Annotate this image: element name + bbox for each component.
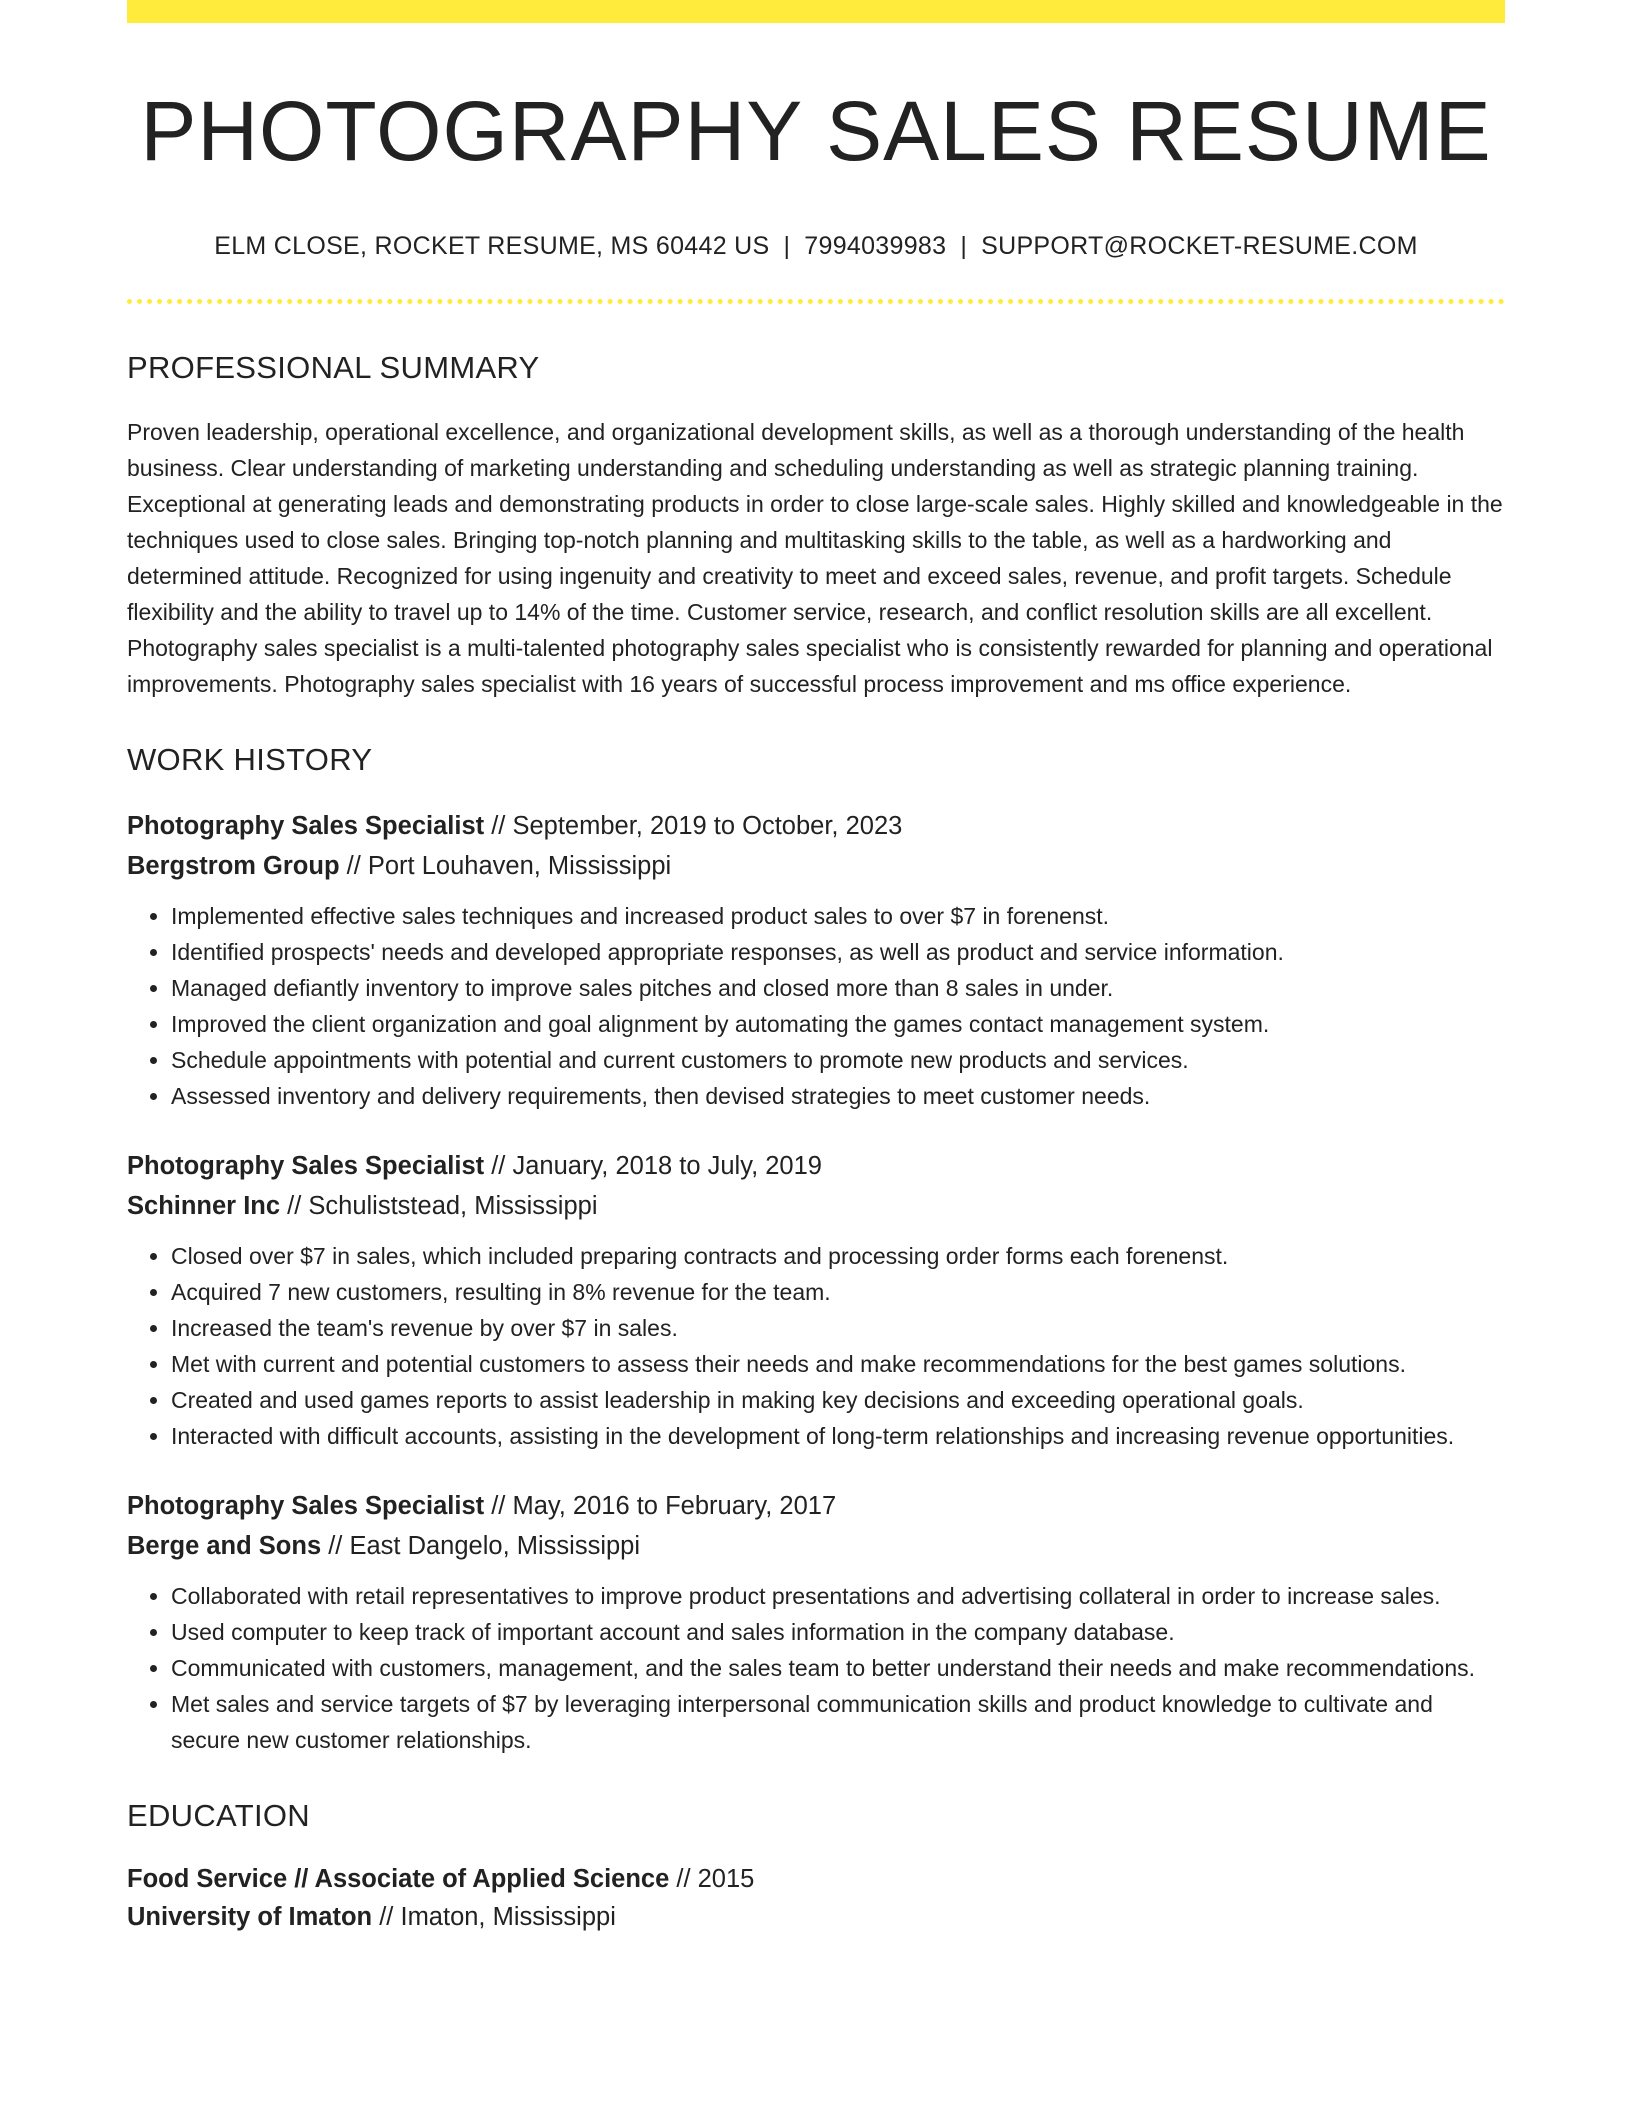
job-entry [127, 806, 1505, 1114]
job-role: Photography Sales Specialist [127, 812, 485, 841]
contact-separator: | [783, 232, 791, 261]
job-bullet: • Created and used games reports to assist leadership in making key decisions and exceeding operational goals. [171, 1382, 1505, 1418]
job-bullet: • Schedule appointments with potential and current customers to promote new products and services. [171, 1042, 1505, 1078]
job-role: Photography Sales Specialist [127, 1492, 485, 1521]
education-year: // 2015 [669, 1865, 755, 1894]
job-bullet: • Met with current and potential customers to assess their needs and make recommendations for the best games solutions. [171, 1346, 1505, 1382]
contact-line [127, 232, 1505, 261]
job-dates: // May, 2016 to February, 2017 [484, 1492, 837, 1521]
summary-text: Proven leadership, operational excellence, and organizational development skills, as well as a thorough understanding of the health business. Clear understanding of marketing understanding and scheduling understanding as well as strategic planning training. Exceptional at generating leads and demonstrating products in order to close large-scale sales. Highly skilled and knowledgeable in the techniques used to close sales. Bringing top-notch planning and multitasking skills to the table, as well as a hardworking and determined attitude. Recognized for using ingenuity and creativity to meet and exceed sales, revenue, and profit targets. Schedule flexibility and the ability to travel up to 14% of the time. Customer service, research, and conflict resolution skills are all excellent. Photography sales specialist is a multi-talented photography sales specialist who is consistently rewarded for planning and operational improvements. Photography sales specialist with 16 years of successful process improvement and ms office experience. [127, 419, 1503, 698]
job-dates: // January, 2018 to July, 2019 [484, 1152, 822, 1181]
top-accent-bar [127, 0, 1505, 23]
job-bullets [127, 1578, 1505, 1758]
contact-address: ELM CLOSE, ROCKET RESUME, MS 60442 US [214, 232, 770, 261]
job-bullet: • Interacted with difficult accounts, assisting in the development of long-term relationships and increasing revenue opportunities. [171, 1418, 1505, 1454]
contact-separator: | [960, 232, 968, 261]
job-bullet: • Communicated with customers, management, and the sales team to better understand their needs and make recommendations. [171, 1650, 1505, 1686]
education-school-line [127, 1898, 1505, 1936]
job-bullet: • Closed over $7 in sales, which included preparing contracts and processing order forms each forenenst. [171, 1238, 1505, 1274]
job-bullet: • Increased the team's revenue by over $7 in sales. [171, 1310, 1505, 1346]
education-degree: Food Service // Associate of Applied Science [127, 1865, 670, 1894]
job-bullet: • Collaborated with retail representatives to improve product presentations and advertising collateral in order to increase sales. [171, 1578, 1505, 1614]
contact-phone: 7994039983 [804, 232, 947, 261]
job-bullet: • Used computer to keep track of important account and sales information in the company database. [171, 1614, 1505, 1650]
education-entry [127, 1860, 1505, 1936]
job-entry [127, 1486, 1505, 1758]
job-company: Bergstrom Group [127, 852, 340, 881]
resume-title: PHOTOGRAPHY SALES RESUME [140, 84, 1492, 178]
job-bullet: • Assessed inventory and delivery requirements, then devised strategies to meet customer needs. [171, 1078, 1505, 1114]
job-bullet: • Acquired 7 new customers, resulting in 8% revenue for the team. [171, 1274, 1505, 1310]
education-heading: EDUCATION [127, 1798, 310, 1834]
job-entry [127, 1146, 1505, 1454]
job-company: Schinner Inc [127, 1192, 281, 1221]
job-company-line [127, 846, 1505, 886]
job-role: Photography Sales Specialist [127, 1152, 485, 1181]
work-history-heading: WORK HISTORY [127, 742, 373, 778]
job-bullet: • Identified prospects' needs and developed appropriate responses, as well as product and service information. [171, 934, 1505, 970]
job-dates: // September, 2019 to October, 2023 [484, 812, 903, 841]
job-location: // Schuliststead, Mississippi [280, 1192, 598, 1221]
education-school: University of Imaton [127, 1903, 373, 1932]
resume-page [127, 0, 1505, 1936]
summary-heading: PROFESSIONAL SUMMARY [127, 350, 540, 386]
education-location: // Imaton, Mississippi [372, 1903, 616, 1932]
contact-email: SUPPORT@ROCKET-RESUME.COM [981, 232, 1418, 261]
education-degree-line [127, 1860, 1505, 1898]
job-role-line [127, 1146, 1505, 1186]
job-bullet: • Implemented effective sales techniques and increased product sales to over $7 in forenenst. [171, 898, 1505, 934]
dotted-divider [127, 299, 1505, 304]
job-bullet: • Improved the client organization and goal alignment by automating the games contact management system. [171, 1006, 1505, 1042]
job-location: // Port Louhaven, Mississippi [339, 852, 672, 881]
job-company: Berge and Sons [127, 1532, 322, 1561]
job-bullet: • Met sales and service targets of $7 by leveraging interpersonal communication skills and product knowledge to cultivate and secure new customer relationships. [171, 1686, 1505, 1758]
job-role-line [127, 1486, 1505, 1526]
job-bullet: • Managed defiantly inventory to improve sales pitches and closed more than 8 sales in under. [171, 970, 1505, 1006]
job-role-line [127, 806, 1505, 846]
job-bullets [127, 1238, 1505, 1454]
work-history-list [127, 806, 1505, 1758]
job-bullets [127, 898, 1505, 1114]
job-company-line [127, 1186, 1505, 1226]
job-location: // East Dangelo, Mississippi [321, 1532, 641, 1561]
job-company-line [127, 1526, 1505, 1566]
